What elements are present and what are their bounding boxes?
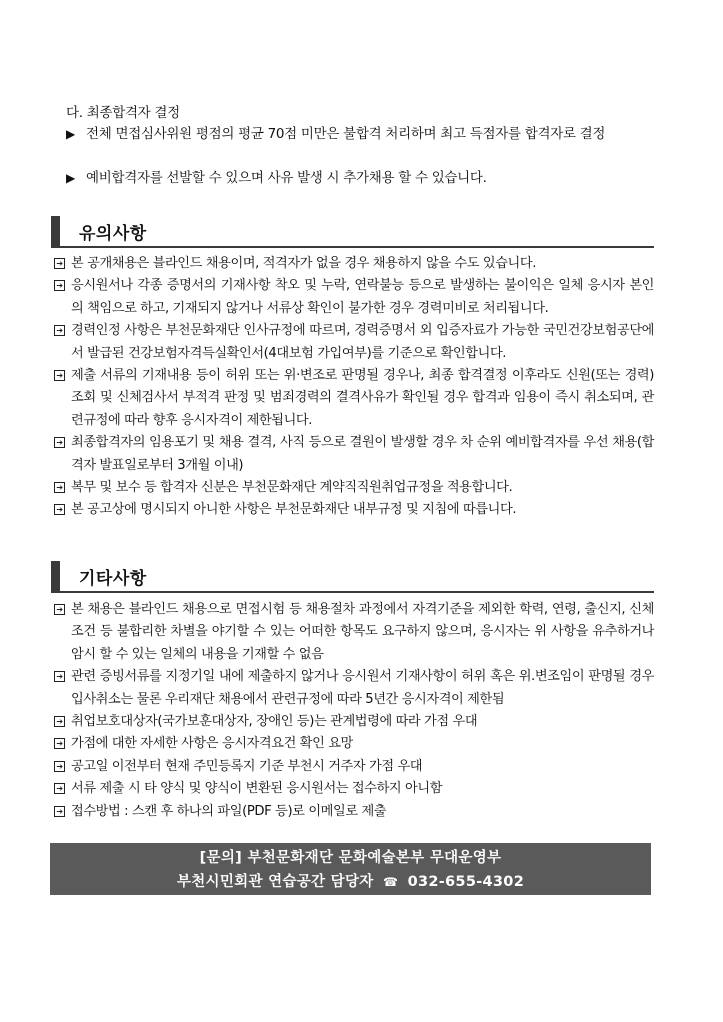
list-item: ➔ 공고일 이전부터 현재 주민등록지 기준 부천시 거주자 가점 우대: [54, 756, 654, 778]
notice-section-header: [51, 216, 654, 248]
arrow-box-icon: ➔: [54, 761, 65, 772]
arrow-box-icon: ➔: [54, 716, 65, 727]
arrow-box-icon: ➔: [54, 437, 65, 448]
final-selection-item: [66, 123, 646, 145]
list-item: ➔ 접수방법 : 스캔 후 하나의 파일(PDF 등)로 이메일로 제출: [54, 801, 654, 823]
contact-department: [문의] 부천문화재단 문화예술본부 무대운영부: [199, 850, 502, 866]
arrow-box-icon: ➔: [54, 504, 65, 515]
section-bar: [51, 561, 60, 593]
list-item: ➔ 서류 제출 시 타 양식 및 양식이 변환된 응시원서는 접수하지 아니함: [54, 778, 654, 800]
contact-box: [50, 843, 651, 895]
arrow-box-icon: ➔: [54, 783, 65, 794]
contact-phone: 032-655-4302: [407, 874, 525, 890]
list-item: ➔ 본 공고상에 명시되지 아니한 사항은 부천문화재단 내부규정 및 지침에 따릅니다.: [54, 499, 654, 521]
section-underline: [60, 246, 654, 248]
arrow-box-icon: ➔: [54, 604, 65, 615]
phone-icon: ☎: [382, 875, 399, 889]
etc-heading: 기타사항: [79, 569, 147, 589]
final-selection-item: [66, 167, 646, 189]
list-item: ➔ 가점에 대한 자세한 사항은 응시자격요건 확인 요망: [54, 733, 654, 755]
list-item: ➔ 취업보호대상자(국가보훈대상자, 장애인 등)는 관계법령에 따라 가점 우대: [54, 711, 654, 733]
section-underline: [60, 591, 654, 593]
contact-person: 부천시민회관 연습공간 담당자: [176, 874, 374, 890]
etc-list: [54, 599, 654, 823]
arrow-box-icon: ➔: [54, 325, 65, 336]
notice-heading: 유의사항: [79, 224, 147, 244]
list-item: ➔ 본 채용은 블라인드 채용으로 면접시험 등 채용절차 과정에서 자격기준을 제외한 학력, 연령, 출신지, 신체조건 등 불합리한 차별을 야기할 수 있는 어떠한 항목도 요구하지 않으며, 응시자는 위 사항을 유추하거나 암시 할 수 있는 일체의 내용을 기재할 수 없음: [54, 599, 654, 666]
triangle-bullet-icon: ▶: [66, 171, 75, 185]
list-item: ➔ 최종합격자의 임용포기 및 채용 결격, 사직 등으로 결원이 발생할 경우 차 순위 예비합격자를 우선 채용(합격자 발표일로부터 3개월 이내): [54, 432, 654, 477]
list-item: ➔ 본 공개채용은 블라인드 채용이며, 적격자가 없을 경우 채용하지 않을 수도 있습니다.: [54, 253, 654, 275]
arrow-box-icon: ➔: [54, 671, 65, 682]
arrow-box-icon: ➔: [54, 482, 65, 493]
list-item: ➔ 복무 및 보수 등 합격자 신분은 부천문화재단 계약직직원취업규정을 적용합니다.: [54, 477, 654, 499]
contact-person-line: [50, 870, 651, 894]
triangle-bullet-icon: ▶: [66, 127, 75, 141]
list-item: ➔ 경력인정 사항은 부천문화재단 인사규정에 따르며, 경력증명서 외 입증자료가 가능한 국민건강보험공단에서 발급된 건강보험자격득실확인서(4대보험 가입여부)를 기준으로 확인합니다.: [54, 320, 654, 365]
final-selection-item-text: 예비합격자를 선발할 수 있으며 사유 발생 시 추가채용 할 수 있습니다.: [86, 170, 487, 186]
notice-list: [54, 253, 654, 522]
arrow-box-icon: ➔: [54, 370, 65, 381]
arrow-box-icon: ➔: [54, 258, 65, 269]
arrow-box-icon: ➔: [54, 738, 65, 749]
section-bar: [51, 216, 60, 248]
arrow-box-icon: ➔: [54, 806, 65, 817]
list-item: ➔ 응시원서나 각종 증명서의 기재사항 착오 및 누락, 연락불능 등으로 발생하는 불이익은 일체 응시자 본인의 책임으로 하고, 기재되지 않거나 서류상 확인이 불가한 경우 경력미비로 처리됩니다.: [54, 275, 654, 320]
list-item: ➔ 제출 서류의 기재내용 등이 허위 또는 위·변조로 판명될 경우나, 최종 합격결정 이후라도 신원(또는 경력)조회 및 신체검사서 부적격 판정 및 범죄경력의 결격사유가 확인될 경우 합격과 임용이 즉시 취소되며, 관련규정에 따라 향후 응시자격이 제한됩니다.: [54, 365, 654, 432]
final-selection-heading: 다. 최종합격자 결정: [66, 105, 180, 121]
list-item: ➔ 관련 증빙서류를 지정기일 내에 제출하지 않거나 응시원서 기재사항이 허위 혹은 위.변조임이 판명될 경우 입사취소는 물론 우리재단 채용에서 관련규정에 따라 5년간 응시자격이 제한됨: [54, 666, 654, 711]
arrow-box-icon: ➔: [54, 280, 65, 291]
etc-section-header: [51, 561, 654, 593]
final-selection-item-text: 전체 면접심사위원 평점의 평균 70점 미만은 불합격 처리하며 최고 득점자를 합격자로 결정: [86, 126, 606, 142]
